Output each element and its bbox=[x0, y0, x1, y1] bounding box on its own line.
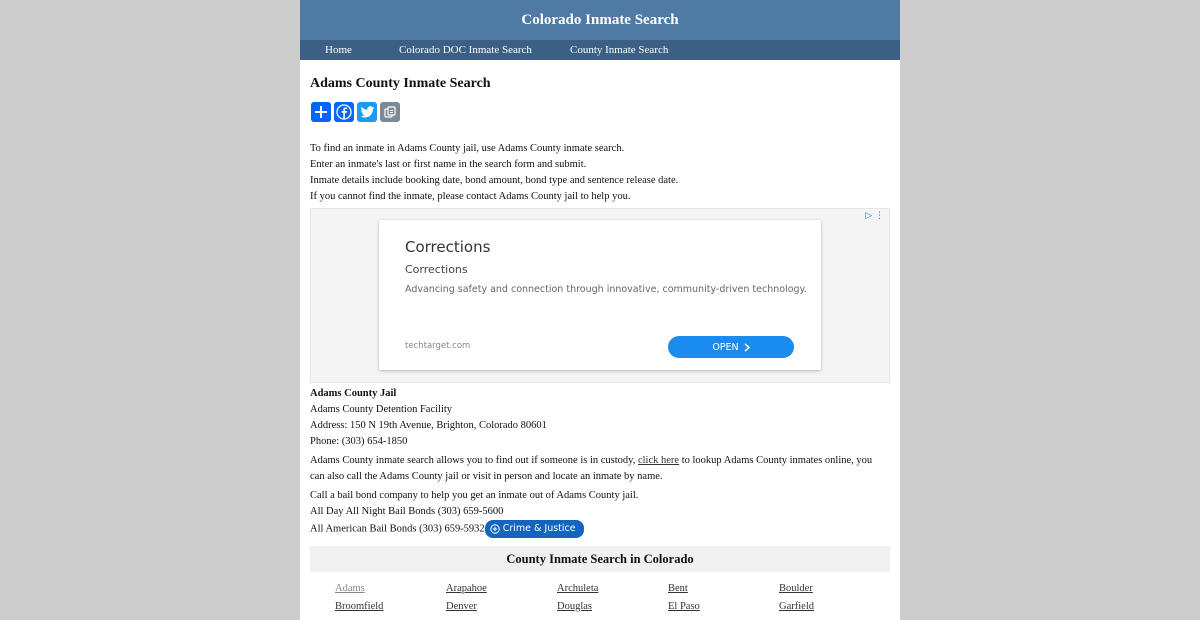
ad-domain: techtarget.com bbox=[405, 341, 471, 351]
ad-subhead: Corrections bbox=[405, 263, 468, 276]
county-section-title: County Inmate Search in Colorado bbox=[506, 551, 694, 566]
facebook-icon[interactable] bbox=[334, 102, 354, 122]
intro-line: Enter an inmate's last or first name in the search form and submit. bbox=[310, 159, 587, 170]
jail-info bbox=[310, 386, 547, 450]
county-link-boulder[interactable]: Boulder bbox=[779, 583, 813, 594]
county-link-el-paso[interactable]: El Paso bbox=[668, 601, 700, 612]
intro-line: Inmate details include booking date, bond amount, bond type and sentence release date. bbox=[310, 175, 679, 186]
search-description bbox=[310, 453, 888, 485]
main-nav bbox=[300, 40, 900, 60]
site-title[interactable]: Colorado Inmate Search bbox=[521, 11, 679, 28]
jail-phone: Phone: (303) 654-1850 bbox=[310, 436, 408, 447]
jail-facility: Adams County Detention Facility bbox=[310, 404, 453, 415]
page bbox=[300, 0, 900, 620]
search-text-after: to lookup Adams County inmates online, you can also call the Adams County jail or visit in person and locate an inmate by name. bbox=[310, 455, 873, 482]
share-plus-icon[interactable] bbox=[311, 102, 331, 122]
intro-line: If you cannot find the inmate, please contact Adams County jail to help you. bbox=[310, 191, 631, 202]
county-link-denver[interactable]: Denver bbox=[446, 601, 477, 612]
advertisement bbox=[310, 208, 890, 383]
search-text-before: Adams County inmate search allows you to find out if someone is in custody, bbox=[310, 455, 638, 466]
ad-open-button[interactable] bbox=[668, 336, 794, 358]
crime-justice-badge[interactable] bbox=[485, 520, 584, 538]
site-header bbox=[300, 0, 900, 40]
county-link-adams[interactable]: Adams bbox=[335, 583, 365, 594]
intro-line: To find an inmate in Adams County jail, use Adams County inmate search. bbox=[310, 143, 625, 154]
nav-home[interactable]: Home bbox=[325, 44, 352, 56]
ad-description: Advancing safety and connection through innovative, community-driven technology. bbox=[405, 284, 807, 295]
bail-info bbox=[310, 488, 888, 538]
ad-headline[interactable]: Corrections bbox=[405, 238, 491, 256]
nav-colorado-doc-inmate-search[interactable]: Colorado DOC Inmate Search bbox=[399, 44, 532, 56]
county-link-garfield[interactable]: Garfield bbox=[779, 601, 814, 612]
ad-open-label: OPEN bbox=[712, 341, 739, 353]
jail-address: Address: 150 N 19th Avenue, Brighton, Colorado 80601 bbox=[310, 420, 547, 431]
county-link-broomfield[interactable]: Broomfield bbox=[335, 601, 384, 612]
ad-card[interactable] bbox=[379, 220, 821, 370]
jail-name: Adams County Jail bbox=[310, 388, 397, 399]
ad-choices-icon[interactable]: ▷ ⋮ bbox=[865, 211, 884, 221]
county-link-arapahoe[interactable]: Arapahoe bbox=[446, 583, 487, 594]
bail-bond-2: All American Bail Bonds (303) 659-5932 bbox=[310, 523, 485, 535]
bail-intro: Call a bail bond company to help you get an inmate out of Adams County jail. bbox=[310, 490, 639, 501]
page-title: Adams County Inmate Search bbox=[310, 76, 491, 91]
nav-county-inmate-search[interactable]: County Inmate Search bbox=[570, 44, 669, 56]
chevron-right-icon bbox=[744, 343, 750, 352]
county-link-bent[interactable]: Bent bbox=[668, 583, 688, 594]
county-link-douglas[interactable]: Douglas bbox=[557, 601, 592, 612]
share-bar bbox=[311, 102, 400, 122]
intro-text bbox=[310, 141, 678, 205]
county-section-header bbox=[310, 546, 890, 572]
badge-label: Crime & Justice bbox=[502, 523, 576, 534]
plus-circle-icon bbox=[490, 524, 500, 534]
twitter-icon[interactable] bbox=[357, 102, 377, 122]
click-here-link[interactable]: click here bbox=[637, 455, 680, 466]
bail-bond-1: All Day All Night Bail Bonds (303) 659-5600 bbox=[310, 506, 504, 517]
county-link-archuleta[interactable]: Archuleta bbox=[557, 583, 599, 594]
copy-link-icon[interactable] bbox=[380, 102, 400, 122]
